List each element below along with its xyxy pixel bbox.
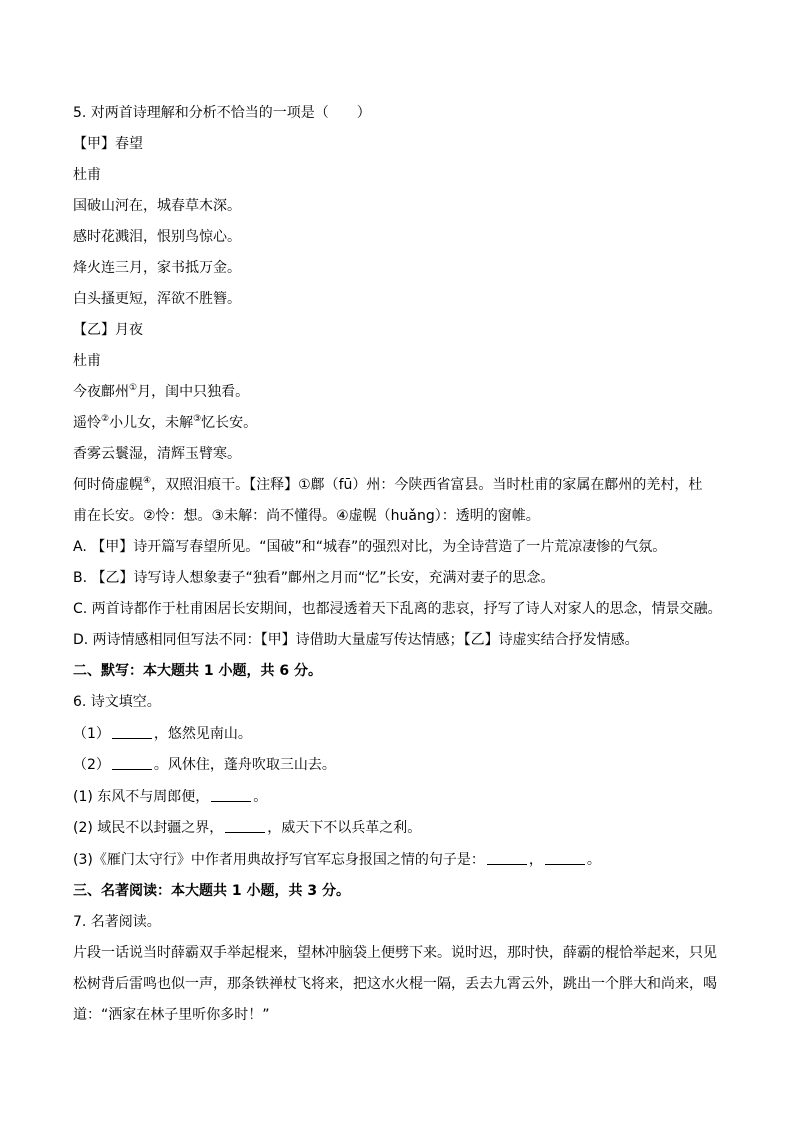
poem-b-author: 杜甫 xyxy=(73,353,101,369)
poem-a-line-1: 国破山河在，城春草木深。 xyxy=(73,198,241,214)
poem-a-line-2: 感时花溅泪，恨别鸟惊心。 xyxy=(73,229,241,245)
q6-item-3 xyxy=(73,787,723,807)
q6-item-5-end: 。 xyxy=(586,852,601,868)
q5-option-d: D. 两诗情感相同但写法不同：【甲】诗借助大量虚写传达情感；【乙】诗虚实结合抒发情感。 xyxy=(73,632,639,648)
answer-blank[interactable] xyxy=(211,788,251,802)
answer-blank[interactable] xyxy=(112,756,152,770)
q6-item-4 xyxy=(73,818,723,838)
poem-b-line-2-part-b: 小儿女，未解 xyxy=(109,415,194,431)
poem-b-line-4-part-a: 何时倚虚幌 xyxy=(73,477,143,493)
poem-b-line-2 xyxy=(73,413,723,433)
poem-b-line-1-part-b: 月，闺中只独看。 xyxy=(137,384,250,400)
poem-a-line-3: 烽火连三月，家书抵万金。 xyxy=(73,260,241,276)
poem-a-author: 杜甫 xyxy=(73,167,101,183)
poem-b-line-2-part-c: 忆长安。 xyxy=(201,415,258,431)
answer-blank[interactable] xyxy=(225,819,265,833)
q6-item-5-text: (3)《雁门太守行》中作者用典故抒写官军忘身报国之情的句子是： xyxy=(73,852,485,868)
q6-item-4-text: (2) 域民不以封疆之界， xyxy=(73,820,224,836)
poem-b-line-4-with-notes xyxy=(73,475,723,495)
footnote-mark-1: ① xyxy=(129,383,138,393)
q6-item-1-number: （1） xyxy=(73,726,110,742)
poem-b-line-2-part-a: 遥怜 xyxy=(73,415,101,431)
poem-b-line-1-part-a: 今夜鄜州 xyxy=(73,384,129,400)
section-2-heading: 二、默写：本大题共 1 小题，共 6 分。 xyxy=(73,663,322,679)
q7-passage-line-3: 道：“洒家在林子里听你多时！” xyxy=(73,1007,270,1023)
q5-option-b: B. 【乙】诗写诗人想象妻子“独看”鄜州之月而“忆”长安，充满对妻子的思念。 xyxy=(73,570,555,586)
q5-option-a: A. 【甲】诗开篇写春望所见。“国破”和“城春”的强烈对比，为全诗营造了一片荒凉凄惨的气氛。 xyxy=(73,539,667,555)
q6-item-2-number: （2） xyxy=(73,757,110,773)
q7-stem: 7. 名著阅读。 xyxy=(73,914,161,930)
q6-stem: 6. 诗文填空。 xyxy=(73,694,161,710)
section-3-heading: 三、名著阅读：本大题共 1 小题，共 3 分。 xyxy=(73,883,350,899)
q6-item-2 xyxy=(73,755,723,775)
q6-item-5-separator: ， xyxy=(528,852,543,868)
footnote-mark-2: ② xyxy=(101,414,110,424)
answer-blank[interactable] xyxy=(487,851,527,865)
q6-item-1 xyxy=(73,724,723,744)
q6-item-3-text: (1) 东风不与周郎便， xyxy=(73,789,210,805)
q6-item-4-end: ，威天下不以兵革之利。 xyxy=(267,820,422,836)
q6-item-2-text: 。风休住，蓬舟吹取三山去。 xyxy=(153,757,336,773)
poem-b-header: 【乙】月夜 xyxy=(73,322,143,338)
poem-a-line-4: 白头搔更短，浑欲不胜簪。 xyxy=(73,291,241,307)
footnote-mark-4: ④ xyxy=(143,476,152,486)
q7-passage-line-2: 松树背后雷鸣也似一声，那条铁禅杖飞将来，把这水火棍一隔，丢去九霄云外，跳出一个胖大和尚来，喝 xyxy=(73,976,717,992)
q6-item-1-text: ，悠然见南山。 xyxy=(153,726,252,742)
q5-option-c: C. 两首诗都作于杜甫困居长安期间，也都浸透着天下乱离的悲哀，抒写了诗人对家人的思念，情景交融。 xyxy=(73,601,722,617)
answer-blank[interactable] xyxy=(112,725,152,739)
poem-b-notes-part-1: ，双照泪痕干。【注释】①鄜（fū）州：今陕西省富县。当时杜甫的家属在鄜州的羌村，杜 xyxy=(151,477,703,493)
q6-item-3-end: 。 xyxy=(253,789,268,805)
poem-b-line-3: 香雾云鬟湿，清辉玉臂寒。 xyxy=(73,446,241,462)
poem-b-notes-part-2: 甫在长安。②怜：想。③未解：尚不懂得。④虚幌（huǎng）：透明的窗帷。 xyxy=(73,508,540,524)
q6-item-5 xyxy=(73,850,723,870)
poem-a-header: 【甲】春望 xyxy=(73,136,143,152)
q5-stem: 5. 对两首诗理解和分析不恰当的一项是（ ） xyxy=(73,105,371,121)
answer-blank[interactable] xyxy=(545,851,585,865)
poem-b-line-1 xyxy=(73,382,723,402)
q7-passage-line-1: 片段一话说当时薛霸双手举起棍来，望林冲脑袋上便劈下来。说时迟，那时快，薛霸的棍恰举起来，只见 xyxy=(73,945,717,961)
footnote-mark-3: ③ xyxy=(193,414,202,424)
